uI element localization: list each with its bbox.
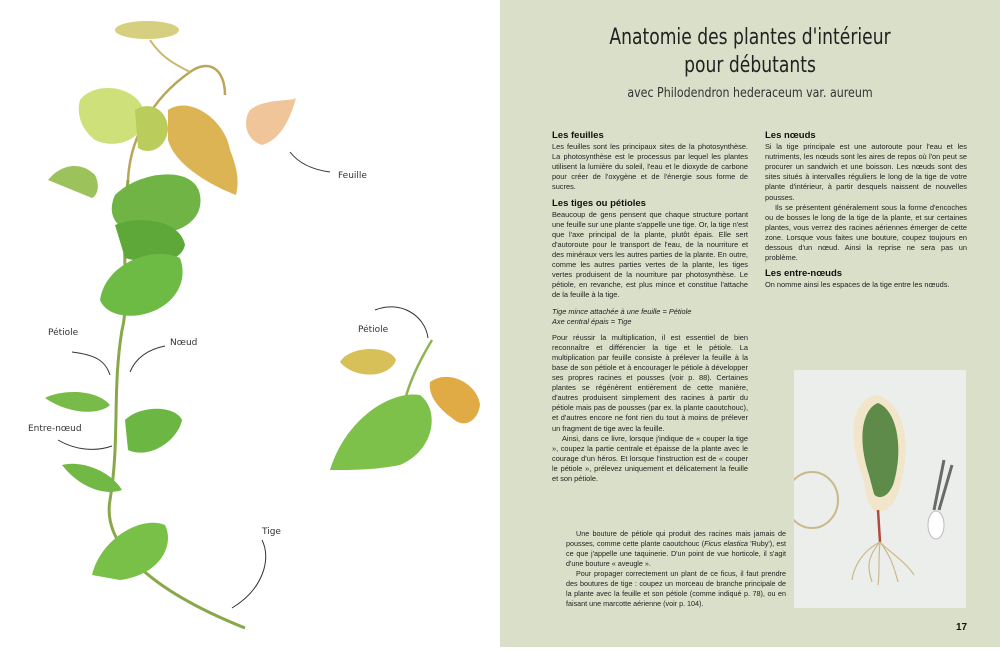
pothos-plant-illustration [0,0,500,647]
text-feuilles: Les feuilles sont les principaux sites de la photosynthèse. La photosynthèse est le processus par lequel les plantes utilisent la lumière du soleil, l'eau et le dioxyde de carbone pour créer de l'oxygène et de l'énergie sous forme de sucres. [552,142,748,192]
italic-petiole: Tige mince attachée à une feuille = Pétiole [552,306,692,316]
text-tiges: Beaucoup de gens pensent que chaque structure portant une feuille sur une plante s'appelle une tige. Or, la tige n'est que l'axe principal de la plante, plutôt épais. Elle sert d'autoroute pour le transport de l'eau, de la nourriture et des minéraux vers les autres parties de la plante. En outre, comme les autres parties vertes de la plante, les tiges vertes produisent de la nourriture par photosynthèse. Le pétiole, en revanche, est plus mince et constitue l'attache de la feuille à la tige. [552,209,748,300]
page-number: 17 [956,622,968,633]
arrow-feuille [290,152,330,172]
label-noeud: Nœud [170,338,198,348]
yellow-leaf-1 [79,88,145,144]
label-feuille: Feuille [338,171,367,181]
text-tiges-3: Ainsi, dans ce livre, lorsque j'indique de « couper la tige », coupez la partie centrale et épaisse de la plante avec le courage d'un héros. Et lorsque l'instruction est de « couper le pétiole », prélevez uniquement et délicatement la feuille et son pétiole. [552,433,748,483]
bottom-leaf [92,523,168,580]
text-noeuds: Si la tige principale est une autoroute pour l'eau et les nutriments, les nœuds sont les aires de repos où l'on peut se procurer un sandwich et une boisson. Les nœuds sont des sites situés à intervalles réguliers le long de la tige de votre plante d'intérieur, à partir desquels naissent de nouvelles pousses. [765,142,967,202]
text-tiges-2: Pour réussir la multiplication, il est essentiel de bien reconnaître et différencier la tige et le pétiole. La multiplication par feuille consiste à prélever la feuille à la base de son pétiole et à encourager le pétiole à développer ses propres racines et pousses (voir p. 88). Certaines plantes se régénèrent entièrement de cette manière, d'autres produisent simplement des racines à partir du pétiole mais pas de pousses (par ex. la plante caoutchouc), et d'autres encore ne font rien du tout à moins de prélever un fragment de tige avec la feuille. [552,332,748,433]
left-text-column [552,131,748,484]
ficus-cutting-photo [794,370,966,608]
green-leaf-3 [100,254,183,316]
caption-part2: 'Ruby'), est ce que j'appelle une taquinerie. D'un point de vue horticole, il s'agit d'une bouture « aveugle ». [566,539,787,568]
label-petiole-left: Pétiole [48,328,79,338]
plant-illustration-page [0,0,500,647]
ficus-photo-drawing [794,370,966,608]
arrow-tige [232,540,266,608]
page-subtitle: avec Philodendron hederaceum var. aureum [627,86,873,101]
heading-entre-noeuds: Les entre-nœuds [765,268,843,280]
italic-tige: Axe central épais = Tige [552,316,632,326]
big-green-leaf-right [330,394,432,470]
small-leaf-left [48,166,98,198]
peach-leaf [246,98,296,145]
label-entre-noeud: Entre-nœud [28,424,82,434]
text-entre-noeuds: On nomme ainsi les espaces de la tige entre les nœuds. [765,280,950,290]
label-petiole-right: Pétiole [358,325,389,335]
photo-caption [566,529,786,609]
right-stem [405,340,432,400]
label-tige: Tige [262,527,281,537]
top-leaf [115,21,179,39]
caption-italic: Ficus elastica [704,539,748,548]
small-yellow-leaf-right [340,349,396,375]
right-text-column [765,131,967,290]
heading-noeuds: Les nœuds [765,130,816,141]
right-leaf-mid [125,409,182,453]
page-title: Anatomie des plantes d'intérieur pour débutants [609,25,891,78]
caption-para-1 [566,529,786,569]
left-leaf-mid [45,392,110,412]
arrow-noeud [130,346,165,372]
heading-feuilles: Les feuilles [552,130,604,141]
arrow-entre-noeud [58,440,112,449]
caption-para-2: Pour propager correctement un plant de ce ficus, il faut prendre des boutures de tige : coupez un morceau de branche principale de la plante avec la feuille et son pétiole (comme indiqué p. 78), ou en faisant une marcotte aérienne (voir p. 104). [566,569,786,608]
yellow-leaf-2 [135,106,168,151]
heading-tiges: Les tiges ou pétioles [552,197,646,209]
caption-part1: Une bouture de pétiole qui produit des racines mais jamais de pousses, comme cette plante caoutchouc ( [566,529,786,548]
orange-leaf-right [430,377,480,423]
arrow-petiole-left [72,352,110,375]
text-noeuds-2: Ils se présentent généralement sous la forme d'encoches ou de bosses le long de la tige de la plante, et sur certaines plantes, vous verrez des racines aériennes émerger de cette zone. Lorsque vous faites une bouture, coupez toujours en dessous d'un nœud. Ainsi la reprise ne sera pas un problème. [765,202,967,263]
